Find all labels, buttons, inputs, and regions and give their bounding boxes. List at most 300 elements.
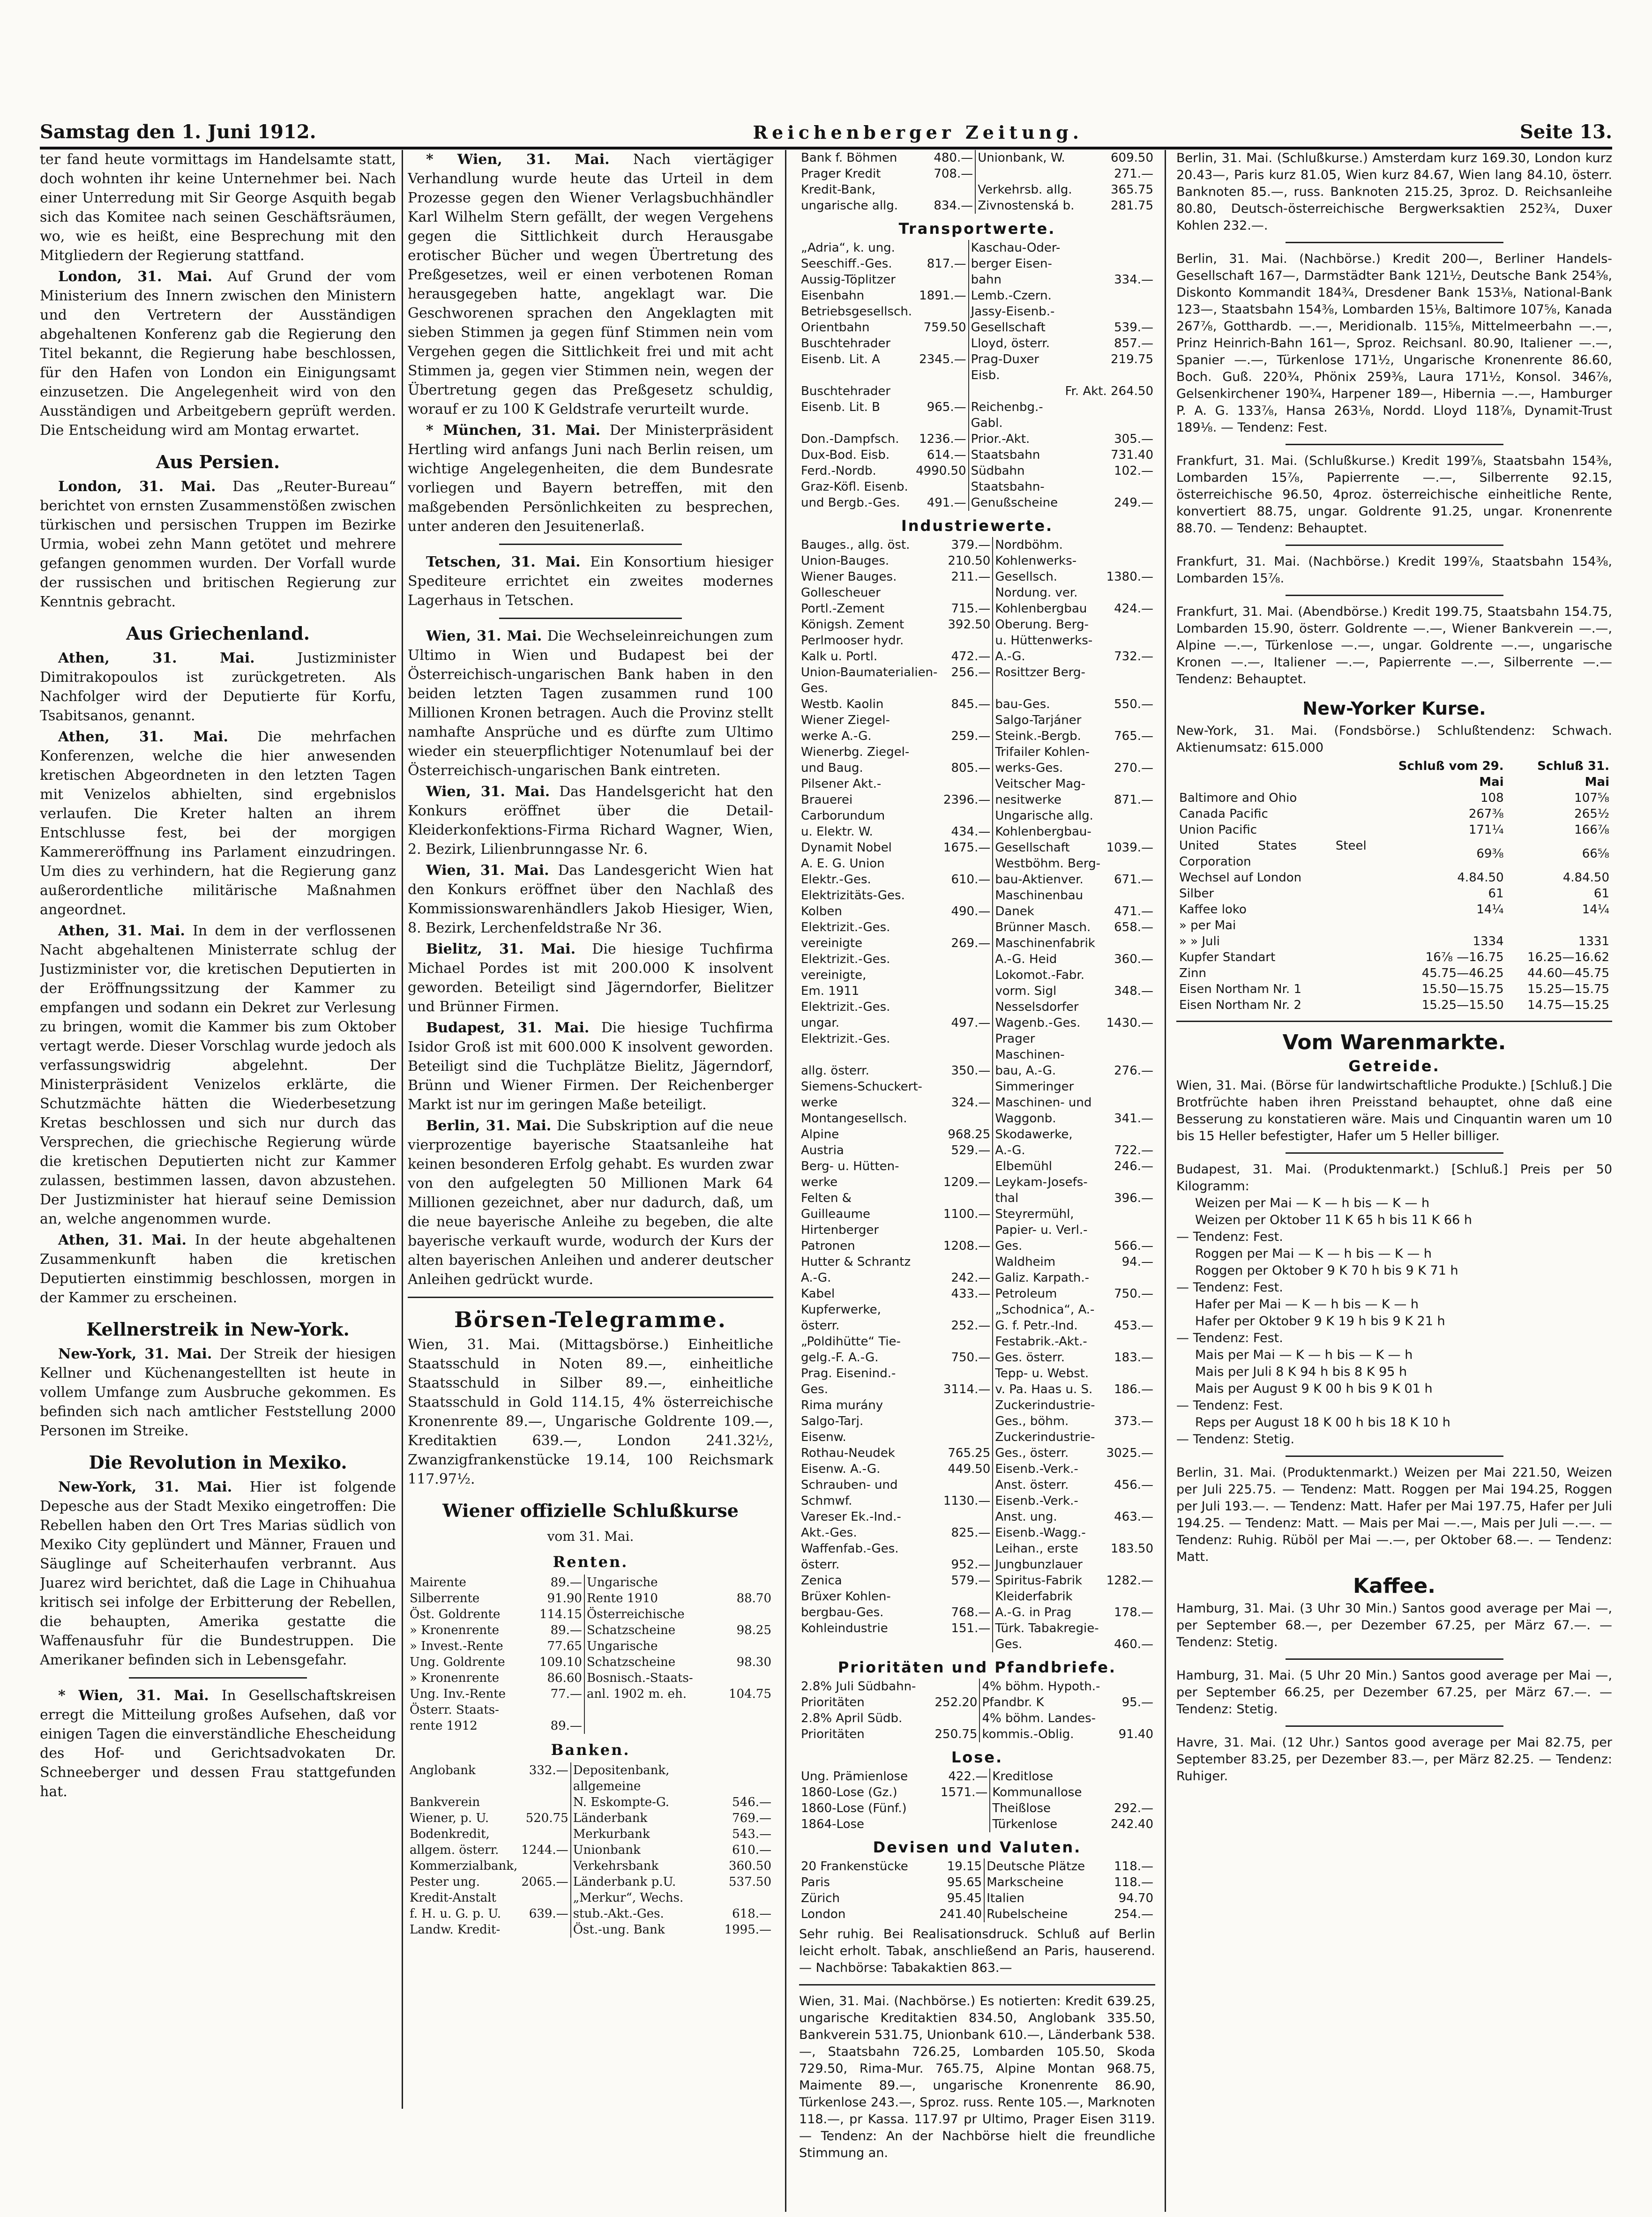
security-name: anl. 1902 m. eh. xyxy=(584,1686,718,1702)
quote-value: 360.50 xyxy=(729,1859,771,1873)
quote-value xyxy=(942,1302,993,1318)
quote-value: 324.— xyxy=(951,1096,991,1110)
quote-value: Fr. Akt. 264.50 xyxy=(1065,384,1153,398)
security-name: bau-Aktienver. xyxy=(993,872,1104,888)
security-name: österr. xyxy=(801,1319,840,1333)
security-name: rente 1912 xyxy=(410,1719,478,1733)
security-name: vorm. Sigl xyxy=(993,983,1104,999)
table-row xyxy=(799,792,1155,808)
quote-value: 537.50 xyxy=(729,1875,771,1889)
table-row xyxy=(799,150,1155,166)
table-row xyxy=(799,240,1155,256)
section-heading: Wiener offizielle Schlußkurse xyxy=(442,1500,739,1521)
quote-value xyxy=(928,1710,979,1726)
quote-value: 952.— xyxy=(951,1558,991,1572)
table-row xyxy=(799,1302,1155,1318)
security-name: Eisenbahn xyxy=(801,289,865,303)
security-name: bau, A.-G. xyxy=(993,1063,1104,1079)
quote-value xyxy=(519,1826,570,1842)
section-subheading: Industriewerte. xyxy=(901,517,1054,535)
quote-value: 1995.— xyxy=(724,1923,771,1937)
section-heading: Kaffee. xyxy=(1353,1574,1435,1598)
section-heading: Kellnerstreik in New-York. xyxy=(86,1319,350,1340)
security-name: Maschinen- und xyxy=(993,1095,1104,1111)
table-row xyxy=(799,304,1155,320)
security-name: Galiz. Karpath.- xyxy=(993,1270,1104,1286)
quote-value xyxy=(1105,999,1155,1015)
quote-value xyxy=(519,1922,570,1938)
quote-value: 1208.— xyxy=(943,1239,991,1253)
table-row xyxy=(1176,870,1612,886)
quote-value: 102.— xyxy=(1114,464,1153,478)
quote-value xyxy=(942,633,993,649)
dateline: Athen, 31. Mai. xyxy=(58,729,228,745)
security-name: Verkehrsbank xyxy=(571,1858,723,1874)
table-row xyxy=(799,1366,1155,1381)
quote-value xyxy=(1113,1679,1155,1694)
article-paragraph xyxy=(40,1231,396,1307)
quote-value xyxy=(914,336,969,351)
newspaper-title: Reichenberger Zeitung. xyxy=(753,122,1084,143)
quote-value: 259.— xyxy=(951,729,991,743)
security-name: u. Elektr. W. xyxy=(801,825,873,839)
table-row xyxy=(408,1810,773,1826)
security-name: ungarische allg. xyxy=(801,199,898,213)
quote-value xyxy=(519,1858,570,1874)
security-name: » per Mai xyxy=(1179,918,1236,933)
table-row xyxy=(799,1063,1155,1079)
article-paragraph xyxy=(40,1478,396,1670)
table-row xyxy=(799,649,1155,664)
security-name: Königsh. Zement xyxy=(801,618,904,632)
quote-value: 434.— xyxy=(951,825,991,839)
quote-value xyxy=(942,856,993,872)
quote-value: 104.75 xyxy=(729,1687,771,1701)
security-name: Leihan., erste xyxy=(993,1541,1104,1557)
security-name: Kaschau-Oder- xyxy=(969,240,1063,256)
table-row xyxy=(799,256,1155,272)
divider xyxy=(1176,1021,1612,1022)
security-name: werke A.-G. xyxy=(801,729,872,743)
quote-value xyxy=(1105,1079,1155,1095)
table-row xyxy=(799,288,1155,304)
security-name: thal xyxy=(993,1190,1104,1206)
table-row xyxy=(799,1816,1155,1832)
security-name: Patronen xyxy=(801,1239,855,1253)
dateline: * Wien, 31. Mai. xyxy=(426,151,610,168)
quote-value: 768.— xyxy=(951,1605,991,1620)
table-row xyxy=(1176,949,1612,965)
security-name: Festabrik.-Akt.- xyxy=(993,1334,1104,1350)
quote-value xyxy=(942,951,993,967)
article-paragraph xyxy=(40,921,396,1229)
security-name: Türk. Tabakregie- xyxy=(993,1620,1104,1636)
market-report: Berlin, 31. Mai. (Schlußkurse.) Amsterdam kurz 169.30, London kurz 20.43—, Paris kurz 81.05, Wien kurz 84.67, Wien lang 84.10, österr. Banknoten 85.—, russ. Banknoten 215.25, 3proz. D. Reichsanleihe 80.80, Deutsch-österreichische Bergwerksaktien 252¾, Duxer Kohlen 232.—. xyxy=(1176,151,1612,233)
quote-value: 566.— xyxy=(1114,1239,1153,1253)
section-subheading: Devisen und Valuten. xyxy=(873,1838,1082,1856)
security-name xyxy=(584,1702,718,1718)
report-line: — Tendenz: Stetig. xyxy=(1176,1432,1295,1447)
quotes-table xyxy=(799,240,1155,511)
security-name: Baltimore and Ohio xyxy=(1179,791,1297,805)
security-name: » Kronenrente xyxy=(410,1671,499,1685)
page-number: Seite 13. xyxy=(1520,121,1612,143)
market-report: Wien, 31. Mai. (Mittagsbörse.) Einheitliche Staatsschuld in Noten 89.—, einheitliche Staatsschuld in Silber 89.—, einheitliche Staatsschuld in Gold 114.15, 4% österreichische Kronenrente 89.—, Ungarische Goldrente 109.—, Kreditaktien 639.—, London 241.32½, Zwanzigfrankenstücke 19.14, 100 Reichsmark 117.97½. xyxy=(408,1336,773,1487)
quote-value: 1571.— xyxy=(940,1785,988,1799)
quote-value xyxy=(914,304,969,320)
quote-value: 267⅜ xyxy=(1468,807,1504,821)
column-divider xyxy=(402,150,403,2109)
security-name: Prager Maschinen- xyxy=(993,1031,1104,1063)
security-name: Union-Bauges. xyxy=(801,554,890,568)
table-row xyxy=(799,1800,1155,1816)
security-name: vereinigte xyxy=(801,936,863,950)
security-name: und Bergb.-Ges. xyxy=(801,496,900,510)
table-row xyxy=(408,1858,773,1874)
security-name: Elektrizit.-Ges. xyxy=(801,1032,890,1046)
security-name: Bankverein xyxy=(410,1795,480,1809)
security-name: Unionbank, W. xyxy=(975,150,1099,166)
section-heading: New-Yorker Kurse. xyxy=(1302,698,1486,719)
quote-value xyxy=(914,479,969,495)
dateline: Tetschen, 31. Mai. xyxy=(426,554,581,570)
dateline: Wien, 31. Mai. xyxy=(426,784,550,800)
quote-value xyxy=(1105,1334,1155,1350)
security-name: Betriebsgesellsch. xyxy=(801,305,912,319)
quote-value: 433.— xyxy=(951,1287,991,1301)
quote-value: 1209.— xyxy=(943,1175,991,1189)
security-name: Portl.-Zement xyxy=(801,602,885,616)
quote-value xyxy=(1063,240,1155,256)
report-line: — Tendenz: Fest. xyxy=(1176,1280,1283,1295)
security-name: A.-G. xyxy=(801,1271,831,1285)
table-row xyxy=(1176,933,1612,949)
dateline: Athen, 31. Mai. xyxy=(58,650,255,666)
security-name: 2.8% April Südb. xyxy=(801,1711,903,1725)
table-row xyxy=(1176,838,1612,870)
column-4 xyxy=(1176,150,1612,2212)
security-name: Kleiderfabrik xyxy=(993,1589,1104,1605)
security-name: Schatzscheine xyxy=(584,1654,718,1670)
security-name: Pfandbr. K xyxy=(979,1694,1113,1710)
article-paragraph xyxy=(40,727,396,919)
security-name: G. f. Petr.-Ind. xyxy=(993,1318,1104,1334)
quote-value: 210.50 xyxy=(948,554,991,568)
column-header: Schluß vom 29. Mai xyxy=(1398,759,1504,789)
table-row xyxy=(799,1031,1155,1063)
table-row xyxy=(799,1206,1155,1222)
table-row xyxy=(799,1557,1155,1573)
quote-value: 520.75 xyxy=(525,1811,568,1825)
security-name: Tepp- u. Webst. xyxy=(993,1366,1104,1381)
table-row xyxy=(799,1095,1155,1111)
quote-value: 497.— xyxy=(951,1016,991,1030)
report-line: Mais per August 9 K 00 h bis 9 K 01 h xyxy=(1195,1381,1433,1396)
security-name: Ung. Inv.-Rente xyxy=(410,1687,506,1701)
quote-value xyxy=(1369,918,1507,933)
quote-value: 151.— xyxy=(951,1621,991,1635)
quote-value xyxy=(942,967,993,983)
security-name: Jungbunzlauer xyxy=(993,1557,1104,1573)
quote-value xyxy=(1105,1302,1155,1318)
table-row xyxy=(799,712,1155,728)
section-subheading: Renten. xyxy=(553,1553,628,1571)
table-row xyxy=(799,601,1155,617)
security-name: Gollescheuer xyxy=(801,586,881,600)
quote-value xyxy=(942,1079,993,1095)
quote-value: 109.10 xyxy=(539,1655,582,1669)
security-name: Westb. Kaolin xyxy=(801,697,884,711)
article-text: Das Landesgericht Wien hat den Konkurs eröffnet über den Nachlaß des Kommissionswarenhändlers Jakob Hiesiger, Wien, 8. Bezirk, Lerchenfeldstraße Nr 36. xyxy=(408,862,773,936)
quote-value: 1430.— xyxy=(1106,1016,1153,1030)
quote-value: 373.— xyxy=(1114,1414,1153,1428)
security-name: Südbahn xyxy=(969,463,1063,479)
table-row xyxy=(799,537,1155,553)
quote-value: 3114.— xyxy=(943,1382,991,1396)
table-row xyxy=(799,1142,1155,1158)
article-text: Hier ist folgende Depesche aus der Stadt Mexiko eingetroffen: Die Rebellen haben den Ort Tres Marias südlich von Mexiko City geplündert und Männer, Frauen und Säuglinge auf Scheiterhaufen verbrannt. Aus Juarez wird berichtet, daß die Lage in Chihuahua kritisch sei infolge der Erbitterung der Rebellen, die behaupten, Amerika gestatte die Waffenausfuhr für die Bundestruppen. Die Amerikaner befinden sich in Lebensgefahr. xyxy=(40,1479,396,1668)
security-name: Wiener, p. U. xyxy=(410,1811,489,1825)
table-row xyxy=(1176,902,1612,918)
quote-value xyxy=(1105,967,1155,983)
security-name: Theißlose xyxy=(990,1800,1100,1816)
article-text: Das Handelsgericht hat den Konkurs eröffnet über die Detail-Kleiderkonfektions-Firma Richard Wagner, Wien, 2. Bezirk, Lilienbrunngasse Nr. 6. xyxy=(408,784,773,858)
quote-value xyxy=(922,182,975,198)
divider xyxy=(1286,444,1503,445)
quote-value xyxy=(718,1606,773,1622)
security-name: Ung. Prämienlose xyxy=(801,1769,908,1784)
security-name: Gesellsch. xyxy=(993,569,1104,585)
quote-value: 219.75 xyxy=(1111,352,1153,366)
security-name: Union-Baumaterialien-Ges. xyxy=(801,665,938,695)
security-name: Wechsel auf London xyxy=(1179,871,1302,885)
security-name: Lemb.-Czern. xyxy=(969,288,1063,304)
security-name: Union Pacific xyxy=(1179,823,1257,837)
security-name: bergbau-Ges. xyxy=(801,1605,884,1620)
quote-value xyxy=(1105,1397,1155,1413)
security-name: Westböhm. Berg- xyxy=(993,856,1104,872)
security-name: Rosittzer Berg- xyxy=(993,664,1104,696)
section-subheading: Transportwerte. xyxy=(898,220,1056,238)
dateline: London, 31. Mai. xyxy=(58,478,216,495)
quote-value xyxy=(1105,712,1155,728)
quote-value: 550.— xyxy=(1114,697,1153,711)
security-name: Prioritäten xyxy=(801,1727,865,1741)
table-row xyxy=(799,1381,1155,1397)
quote-value xyxy=(718,1670,773,1686)
security-name: Petroleum xyxy=(993,1286,1104,1302)
table-row xyxy=(799,351,1155,383)
security-name: Ges. xyxy=(993,1238,1104,1254)
article-paragraph xyxy=(408,150,773,419)
quote-value: 118.— xyxy=(1114,1859,1153,1874)
table-row xyxy=(408,1762,773,1794)
security-name: Schmwf. xyxy=(801,1494,852,1508)
quote-value xyxy=(942,808,993,824)
column-header: Schluß 31. Mai xyxy=(1537,759,1609,789)
table-row xyxy=(408,1794,773,1810)
quote-value: 639.— xyxy=(529,1907,568,1921)
quote-value: 3025.— xyxy=(1106,1446,1153,1460)
security-name: Anst. ung. xyxy=(993,1509,1104,1525)
quote-value: 108 xyxy=(1480,791,1504,805)
security-name: Schatzscheine xyxy=(584,1622,718,1638)
quote-value: 805.— xyxy=(951,761,991,775)
security-name: » Kronenrente xyxy=(410,1623,499,1637)
table-row xyxy=(408,1874,773,1890)
section-subheading: vom 31. Mai. xyxy=(547,1529,634,1544)
quote-value xyxy=(942,1413,993,1429)
security-name: 4% böhm. Hypoth.- xyxy=(979,1679,1113,1694)
divider xyxy=(499,618,682,619)
security-name: Kupferwerke, xyxy=(801,1303,881,1317)
table-row xyxy=(799,399,1155,431)
quote-value: 350.— xyxy=(951,1064,991,1078)
quote-value: 341.— xyxy=(1114,1112,1153,1126)
security-name: Montangesellsch. xyxy=(801,1112,907,1126)
quote-value xyxy=(1105,1589,1155,1605)
quote-value: 254.— xyxy=(1114,1907,1153,1921)
quote-value: 1891.— xyxy=(919,289,966,303)
article-text: Die Subskription auf die neue vierprozentige bayerische Staatsanleihe hat keinen besonderen Erfolg gehabt. Es wurden zwar von den aufgelegten 50 Millionen Mark 64 Millionen gezeichnet, aber nur dadurch, daß, um die neue bayerische Anleihe zu begeben, die alte bayerische verkauft wurde, wodurch der Kurs der alten bayerischen Anleihen und anderer deutscher Anleihen gedrückt wurde. xyxy=(408,1118,773,1288)
security-name: Seeschiff.-Ges. xyxy=(801,257,892,271)
quote-value xyxy=(1063,256,1155,272)
quote-value xyxy=(519,1794,570,1810)
table-row xyxy=(799,633,1155,649)
security-name: A.-G. xyxy=(993,649,1104,664)
table-row xyxy=(799,840,1155,856)
dateline: London, 31. Mai. xyxy=(58,269,213,285)
table-row xyxy=(1176,965,1612,981)
table-row xyxy=(1176,918,1612,933)
table-row xyxy=(799,1605,1155,1620)
quote-value xyxy=(942,983,993,999)
table-row xyxy=(799,935,1155,951)
quote-value: 731.40 xyxy=(1111,448,1153,462)
table-row xyxy=(799,744,1155,760)
quote-value: 77.65 xyxy=(547,1639,582,1653)
security-name: Trifailer Kohlen- xyxy=(993,744,1104,760)
divider xyxy=(1286,1456,1503,1457)
table-row xyxy=(799,617,1155,633)
quote-value xyxy=(942,1541,993,1557)
security-name: Eisenw. A.-G. xyxy=(801,1462,881,1476)
quote-value xyxy=(942,1397,993,1413)
market-report: Frankfurt, 31. Mai. (Nachbörse.) Kredit 199⅞, Staatsbahn 154⅜, Lombarden 15⅞. xyxy=(1176,554,1612,586)
quote-value: 1100.— xyxy=(943,1207,991,1221)
quote-value: 14¼ xyxy=(1476,903,1504,917)
quote-value xyxy=(942,1477,993,1493)
quote-value xyxy=(1063,479,1155,495)
table-row xyxy=(799,182,1155,198)
quote-value xyxy=(1105,888,1155,903)
quote-value: 817.— xyxy=(927,257,966,271)
article-text: Ein Konsortium hiesiger Spediteure errichtet ein zweites modernes Lagerhaus in Tetschen. xyxy=(408,554,773,609)
quote-value: 471.— xyxy=(1114,904,1153,918)
article-paragraph xyxy=(408,1116,773,1289)
security-name: A.-G. in Prag xyxy=(993,1605,1104,1620)
security-name: Kalk u. Portl. xyxy=(801,649,878,664)
quote-value: 252.— xyxy=(951,1319,991,1333)
quote-value xyxy=(942,999,993,1015)
security-name: Depositenbank, allgemeine xyxy=(571,1762,723,1794)
table-row xyxy=(799,1461,1155,1477)
column-divider xyxy=(1165,150,1166,2212)
security-name: Wiener Bauges. xyxy=(801,570,897,584)
security-name: Steyrermühl, xyxy=(993,1206,1104,1222)
security-name: Ges., österr. xyxy=(993,1445,1104,1461)
budapest-report xyxy=(1176,1161,1612,1448)
security-name: kommis.-Oblig. xyxy=(979,1726,1113,1742)
dateline: * München, 31. Mai. xyxy=(426,422,601,439)
quote-value xyxy=(1105,1429,1155,1445)
dateline: Athen, 31. Mai. xyxy=(58,1232,187,1248)
quote-value xyxy=(1105,744,1155,760)
security-name: Deutsche Plätze xyxy=(984,1859,1105,1874)
security-name: Landw. Kredit- xyxy=(410,1923,501,1937)
quote-value xyxy=(942,1334,993,1350)
quote-value: 45.75—46.25 xyxy=(1421,966,1504,980)
quote-value xyxy=(718,1638,773,1654)
security-name: Kohlenbergbau- xyxy=(993,824,1104,840)
quote-value xyxy=(1113,1710,1155,1726)
quote-value xyxy=(1105,1031,1155,1063)
table-row xyxy=(799,1679,1155,1694)
quote-value xyxy=(942,919,993,935)
quote-value: 77.— xyxy=(550,1687,582,1701)
security-name: » » Juli xyxy=(1179,934,1220,948)
security-name: Jassy-Eisenb.- xyxy=(969,304,1063,320)
quote-value: 539.— xyxy=(1114,321,1153,335)
security-name: werke xyxy=(801,1175,838,1189)
security-name: Prag-Duxer Eisb. xyxy=(969,351,1063,383)
security-name: Kreditlose xyxy=(990,1769,1100,1784)
quote-value: 480.— xyxy=(934,151,973,165)
quote-value xyxy=(1105,1270,1155,1286)
security-name: Kommunallose xyxy=(990,1784,1100,1800)
security-name: Waldheim xyxy=(993,1254,1104,1270)
security-name: Aussig-Töplitzer xyxy=(801,273,896,287)
quote-value: 89.— xyxy=(550,1623,582,1637)
security-name: Salgo-Tarjáner xyxy=(993,712,1104,728)
table-row xyxy=(799,431,1155,447)
table-row xyxy=(799,1318,1155,1334)
security-name: Akt.-Ges. xyxy=(801,1526,857,1540)
security-name: Prag. Eisenind.- xyxy=(801,1366,896,1381)
security-name: Hutter & Schrantz xyxy=(801,1255,911,1269)
security-name: Brünner Masch. xyxy=(993,919,1104,935)
security-name: Ungarische allg. xyxy=(993,808,1104,824)
quote-value: 968.25 xyxy=(948,1127,991,1142)
table-row xyxy=(799,1525,1155,1541)
security-name: 4% böhm. Landes- xyxy=(979,1710,1113,1726)
market-report: Frankfurt, 31. Mai. (Schlußkurse.) Kredit 199⅞, Staatsbahn 154⅜, Lombarden 15⅞, Papierrente —.—, Silberrente 92.15, österreichische 96.50, 4proz. österreichische einheitliche Rente, konvertiert 88.75, ungar. Goldrente 91.25, ungar. Kronenrente 88.70. — Tendenz: Behauptet. xyxy=(1176,454,1612,536)
quote-value: 178.— xyxy=(1114,1605,1153,1620)
quote-value: 671.— xyxy=(1114,873,1153,887)
quote-value: 14.75—15.25 xyxy=(1527,998,1609,1012)
dateline: Athen, 31. Mai. xyxy=(58,923,185,939)
quote-value: 1236.— xyxy=(919,432,966,446)
security-name: Bank f. Böhmen xyxy=(801,151,897,165)
security-name: Silberrente xyxy=(410,1591,480,1605)
quote-value: 14¼ xyxy=(1582,903,1609,917)
security-name: Mairente xyxy=(410,1575,466,1590)
quote-value: 252.20 xyxy=(934,1695,978,1709)
table-row xyxy=(799,1694,1155,1710)
quote-value xyxy=(914,240,969,256)
security-name: Orientbahn xyxy=(801,321,870,335)
table-row xyxy=(799,383,1155,399)
